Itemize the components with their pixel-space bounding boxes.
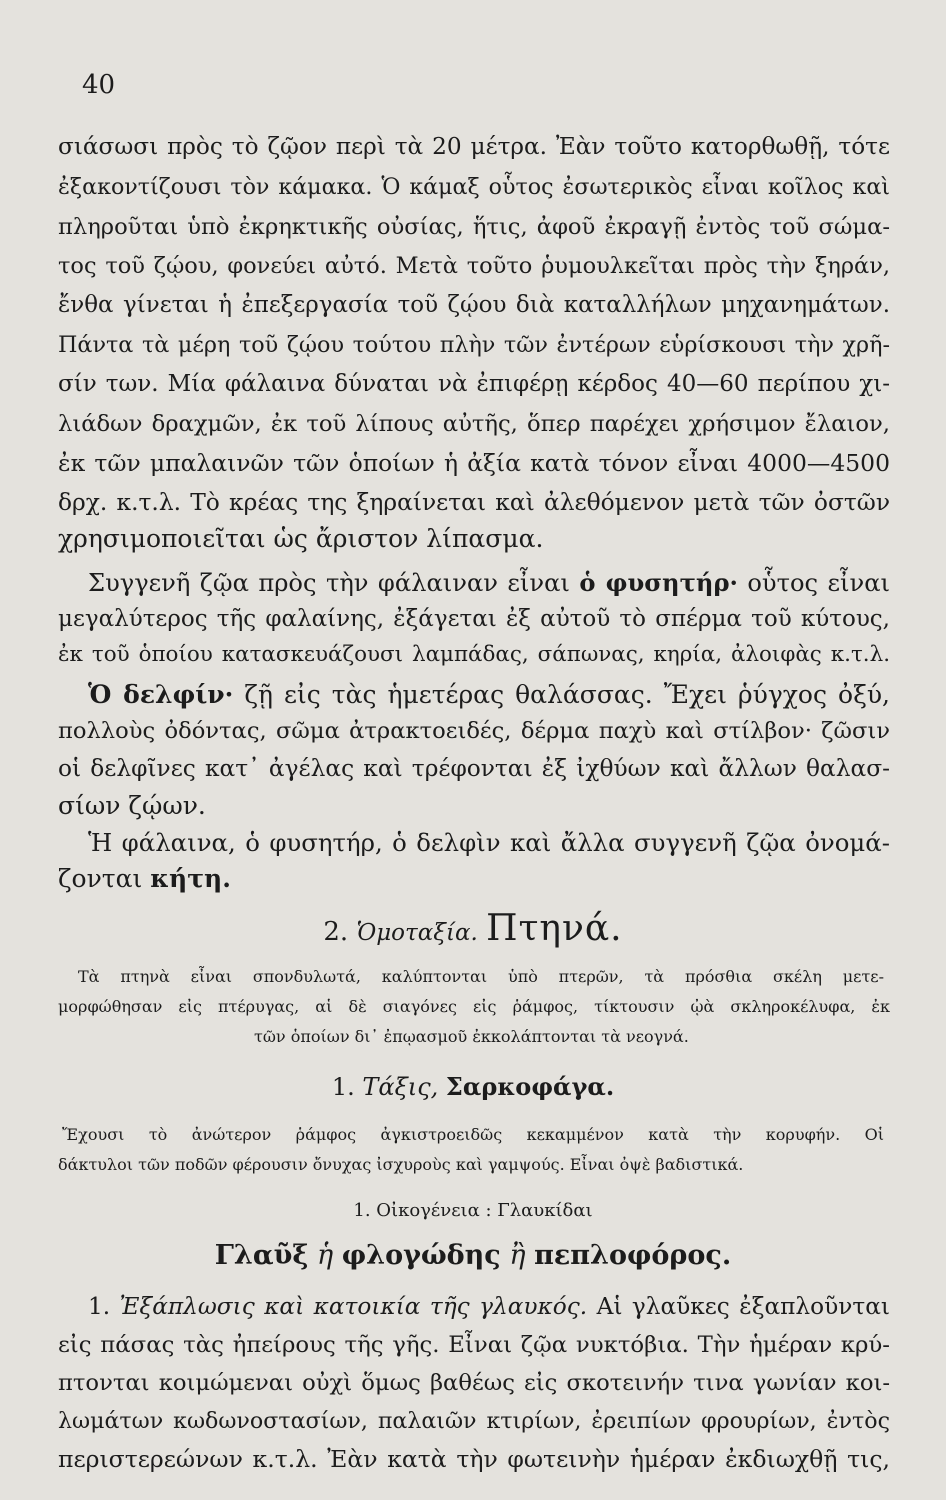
order-heading bbox=[0, 1072, 946, 1101]
text-line: λιάδων δραχμῶν, ἐκ τοῦ λίπους αὐτῆς, ὅπερ παρέχει χρήσιμον ἔλαιον, bbox=[58, 411, 890, 437]
section-heading bbox=[0, 908, 946, 949]
text-line bbox=[88, 680, 890, 710]
family-heading: 1. Οἰκογένεια : Γλαυκίδαι bbox=[353, 1200, 593, 1221]
text-run: ζῇ εἰς τὰς ἡμετέρας θαλάσσας. Ἔχει ῥύγχος ὀξύ, bbox=[244, 680, 890, 709]
text-line: σίων ζῴων. bbox=[58, 791, 206, 820]
text-run: Αἱ γλαῦκες ἐξαπλοῦνται bbox=[596, 1293, 890, 1320]
species-article: ἡ bbox=[316, 1240, 334, 1271]
text-line: πληροῦται ὑπὸ ἐκρηκτικῆς οὐσίας, ἥτις, ἀφοῦ ἐκραγῇ ἐντὸς τοῦ σώμα- bbox=[58, 214, 890, 240]
text-line: πολλοὺς ὀδόντας, σῶμα ἀτρακτοειδές, δέρμα παχὺ καὶ στίλβον· ζῶσιν bbox=[58, 718, 890, 744]
text-line: πτονται κοιμώμεναι οὐχὶ ὅμως βαθέως εἰς σκοτεινήν τινα γωνίαν κοι- bbox=[58, 1370, 890, 1396]
text-line: χρησιμοποιεῖται ὡς ἄριστον λίπασμα. bbox=[58, 524, 544, 553]
species-title bbox=[0, 1240, 946, 1271]
text-line: Ἔχουσι τὸ ἀνώτερον ῥάμφος ἀγκιστροειδῶς κεκαμμένον κατὰ τὴν κορυφήν. Οἱ bbox=[62, 1125, 884, 1144]
text-line: ἐξακοντίζουσι τὸν κάμακα. Ὁ κάμαξ οὗτος ἐσωτερικὸς εἶναι κοῖλος καὶ bbox=[58, 174, 890, 200]
text-line: περιστερεώνων κ.τ.λ. Ἐὰν κατὰ τὴν φωτεινὴν ἡμέραν ἐκδιωχθῇ τις, bbox=[58, 1445, 890, 1473]
paragraph-heading: Ἐξάπλωσις καὶ κατοικία τῆς γλαυκός. bbox=[119, 1293, 588, 1320]
text-line: οἱ δελφῖνες κατ᾽ ἀγέλας καὶ τρέφονται ἐξ ἰχθύων καὶ ἄλλων θαλασ- bbox=[58, 755, 890, 782]
term-physeter: ὁ φυσητήρ· bbox=[579, 568, 738, 597]
species-word: πεπλοφόρος. bbox=[534, 1240, 732, 1271]
text-line: τῶν ὁποίων δι᾽ ἐπῳασμοῦ ἐκκολάπτονται τὰ νεογνά. bbox=[254, 1027, 689, 1046]
section-number: 2. bbox=[323, 917, 349, 947]
text-line: Ἡ φάλαινα, ὁ φυσητήρ, ὁ δελφὶν καὶ ἄλλα συγγενῆ ζῷα ὀνομά- bbox=[88, 828, 890, 857]
species-word: φλογώδης bbox=[341, 1240, 501, 1271]
page-number: 40 bbox=[82, 70, 116, 100]
text-line: μορφώθησαν εἰς πτέρυγας, αἱ δὲ σιαγόνες εἰς ῥάμφος, τίκτουσιν ᾠὰ σκληροκέλυφα, ἐκ bbox=[58, 997, 890, 1016]
text-line: σιάσωσι πρὸς τὸ ζῷον περὶ τὰ 20 μέτρα. Ἐὰν τοῦτο κατορθωθῇ, τότε bbox=[58, 133, 890, 160]
term-dolphin: Ὁ δελφίν· bbox=[88, 680, 234, 709]
text-line: τος τοῦ ζῴου, φονεύει αὐτό. Μετὰ τοῦτο ῥυμουλκεῖται πρὸς τὴν ξηράν, bbox=[58, 253, 890, 279]
text-line: μεγαλύτερος τῆς φαλαίνης, ἐξάγεται ἐξ αὐτοῦ τὸ σπέρμα τοῦ κύτους, bbox=[58, 606, 890, 632]
text-line bbox=[58, 864, 890, 894]
order-title: Σαρκοφάγα. bbox=[445, 1072, 615, 1101]
paragraph-number: 1. bbox=[88, 1293, 111, 1320]
text-line: ἐκ τοῦ ὁποίου κατασκευάζουσι λαμπάδας, σάπωνας, κηρία, ἀλοιφὰς κ.τ.λ. bbox=[58, 642, 890, 667]
text-line: ἔνθα γίνεται ἡ ἐπεξεργασία τοῦ ζῴου διὰ καταλλήλων μηχανημάτων. bbox=[58, 292, 890, 318]
section-title: Πτηνά. bbox=[486, 908, 623, 949]
text-line: δάκτυλοι τῶν ποδῶν φέρουσιν ὄνυχας ἰσχυροὺς καὶ γαμψούς. Εἶναι ὀψὲ βαδιστικά. bbox=[58, 1155, 744, 1174]
text-run: οὗτος εἶναι bbox=[747, 569, 890, 597]
text-run: ζονται bbox=[58, 864, 143, 893]
species-word: Γλαῦξ bbox=[214, 1240, 309, 1271]
text-line: λωμάτων κωδωνοστασίων, παλαιῶν κτιρίων, ἐρειπίων φρουρίων, ἐντὸς bbox=[58, 1408, 890, 1434]
text-line: Πάντα τὰ μέρη τοῦ ζῴου τούτου πλὴν τῶν ἐντέρων εὑρίσκουσι τὴν χρῆ- bbox=[58, 332, 890, 358]
order-label: Τάξις, bbox=[362, 1073, 439, 1101]
term-cetaceans: κήτη. bbox=[150, 864, 231, 893]
species-conj: ἢ bbox=[509, 1240, 526, 1271]
section-label: Ὁμοταξία. bbox=[356, 920, 478, 946]
text-line: ἐκ τῶν μπαλαινῶν τῶν ὁποίων ἡ ἀξία κατὰ τόνον εἶναι 4000—4500 bbox=[58, 449, 890, 477]
text-run: Συγγενῆ ζῷα πρὸς τὴν φάλαιναν εἶναι bbox=[88, 569, 570, 597]
text-line: Τὰ πτηνὰ εἶναι σπονδυλωτά, καλύπτονται ὑπὸ πτερῶν, τὰ πρόσθια σκέλη μετε- bbox=[78, 967, 884, 986]
text-line bbox=[88, 568, 890, 598]
order-number: 1. bbox=[331, 1073, 355, 1101]
text-line: σίν των. Μία φάλαινα δύναται νὰ ἐπιφέρῃ κέρδος 40—60 περίπου χι- bbox=[58, 371, 890, 397]
text-line: δρχ. κ.τ.λ. Τὸ κρέας της ξηραίνεται καὶ ἀλεθόμενον μετὰ τῶν ὀστῶν bbox=[58, 488, 890, 516]
text-line bbox=[88, 1292, 890, 1322]
text-line: εἰς πάσας τὰς ἠπείρους τῆς γῆς. Εἶναι ζῷα νυκτόβια. Τὴν ἡμέραν κρύ- bbox=[58, 1332, 890, 1358]
